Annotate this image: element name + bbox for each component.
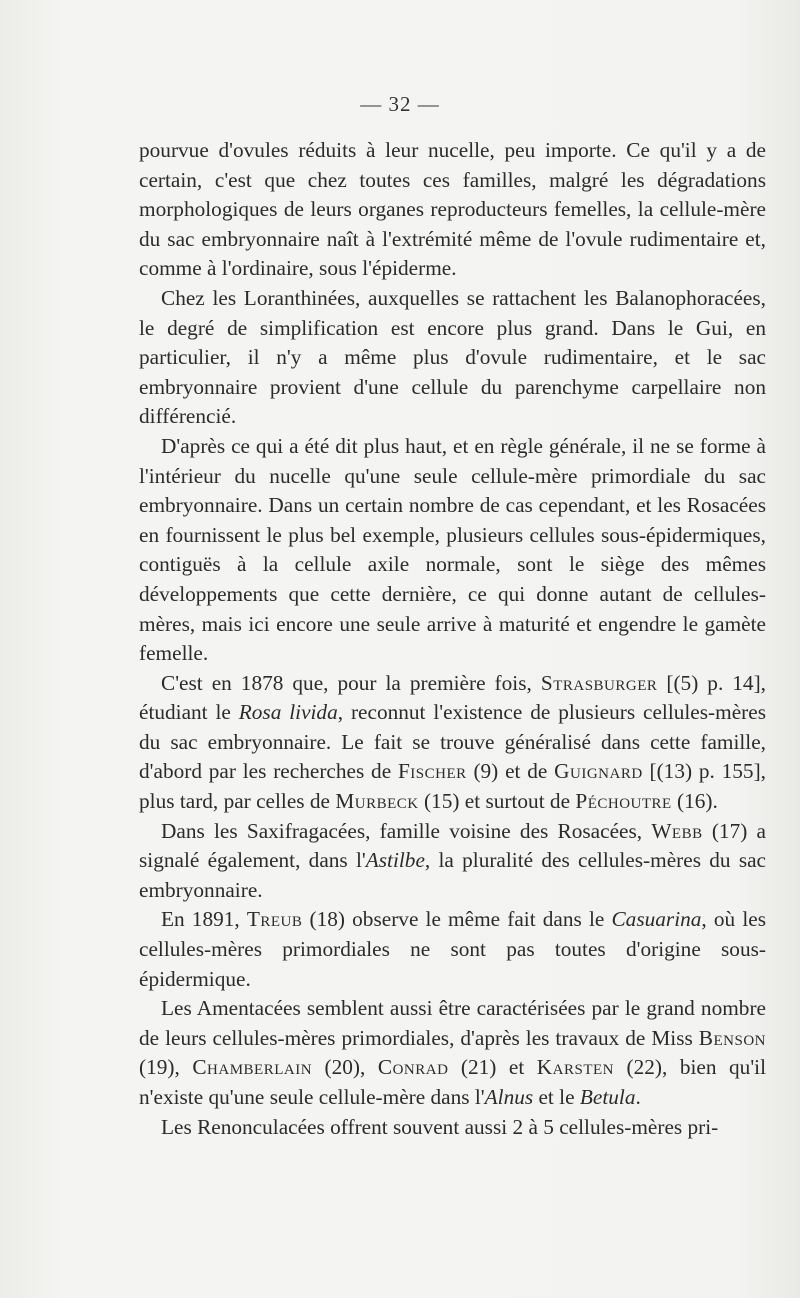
paragraph-3	[139, 432, 766, 669]
text-run: pourvue d'ovules réduits à leur nucelle, peu importe. Ce qu'il y a de certain, c'est que chez toutes ces familles, malgré les dégradations morphologiques de leurs organes reproducteurs femelles, la cellule-mère du sac embryonnaire naît à l'extrémité même de l'ovule rudimentaire et, comme à l'ordinaire, sous l'épiderme.	[139, 138, 766, 281]
text-run: et le	[533, 1085, 580, 1109]
author-name: Conrad	[377, 1055, 449, 1080]
text-run: Dans les Saxifragacées, famille voisine des Rosacées,	[161, 818, 652, 843]
text-run: (9) et de	[466, 759, 555, 784]
author-name: Péchoutre	[575, 789, 672, 814]
text-run: C'est en 1878 que, pour la première fois,	[161, 670, 541, 695]
italic-term: Astilbe	[365, 848, 425, 873]
text-run: (17) a signalé également, dans l'	[139, 818, 766, 873]
text-run: , reconnut l'existence de plusieurs cellules-mères du sac embryonnaire. Le fait se trouve généralisé dans cette famille, d'abord par les recherches de	[139, 700, 766, 784]
paragraph-2	[139, 284, 766, 432]
author-name: Fischer	[397, 759, 467, 784]
text-run: (19),	[139, 1055, 193, 1080]
paragraph-1	[139, 136, 766, 284]
text-run: Les Amentacées semblent aussi être caractérisées par le grand nombre de leurs cellules-mères primordiales, d'après les travaux de Miss	[139, 996, 766, 1050]
paragraph-8	[139, 1113, 766, 1143]
text-run: , la pluralité des cellules-mères du sac embryonnaire.	[139, 848, 767, 902]
text-run: (18) observe le même fait dans le	[302, 907, 612, 932]
text-run: , où les cellules-mères primordiales ne sont pas toutes d'origine sous-épidermique.	[139, 907, 766, 991]
text-run: .	[635, 1085, 641, 1109]
author-name: Benson	[698, 1025, 766, 1050]
page-number: — 32 —	[360, 92, 440, 116]
text-run: D'après ce qui a été dit plus haut, et en règle générale, il ne se forme à l'intérieur du nucelle qu'une seule cellule-mère primordiale du sac embryonnaire. Dans un certain nombre de cas cependant, et les Rosacées en fournissent le plus bel exemple, plusieurs cellules sous-épidermiques, contiguës à la cellule axile normale, sont le siège des mêmes développements que cette dernière, ce qui donne autant de cellules-mères, mais ici encore une seule arrive à maturité et engendre le gamète femelle.	[139, 433, 766, 666]
paragraph-4	[139, 669, 766, 817]
paragraph-7	[139, 994, 766, 1112]
paragraph-5	[139, 817, 766, 906]
text-run: (20),	[312, 1055, 378, 1080]
text-run: (15) et surtout de	[418, 789, 576, 814]
text-run: [(5) p. 14], étudiant le	[139, 670, 766, 725]
text-run: Chez les Loranthinées, auxquelles se rattachent les Balanophoracées, le degré de simplification est encore plus grand. Dans le Gui, en particulier, il n'y a même plus d'ovule rudimentaire, et le sac embryonnaire provient d'une cellule du parenchyme carpellaire non différencié.	[139, 285, 766, 429]
author-name: Chamberlain	[192, 1055, 313, 1080]
text-run: Les Renonculacées offrent souvent aussi 2 à 5 cellules-mères pri-	[161, 1114, 719, 1139]
text-run: (16).	[671, 789, 718, 814]
italic-term: Casuarina	[611, 907, 702, 932]
italic-term: Alnus	[484, 1085, 534, 1109]
text-run: (22), bien qu'il n'existe qu'une seule cellule-mère dans l'	[139, 1055, 766, 1109]
italic-term: Betula	[579, 1085, 636, 1109]
body-text	[139, 136, 766, 1142]
text-run: En 1891,	[161, 907, 247, 932]
text-run: [(13) p. 155], plus tard, par celles de	[139, 759, 766, 814]
author-name: Murbeck	[335, 789, 419, 814]
text-run: (21) et	[448, 1055, 537, 1080]
italic-term: Rosa livida	[238, 700, 338, 725]
author-name: Karsten	[536, 1055, 615, 1080]
author-name: Treub	[246, 907, 303, 932]
author-name: Strasburger	[540, 670, 658, 695]
author-name: Webb	[651, 818, 703, 843]
author-name: Guignard	[554, 759, 643, 784]
paragraph-6	[139, 905, 766, 994]
